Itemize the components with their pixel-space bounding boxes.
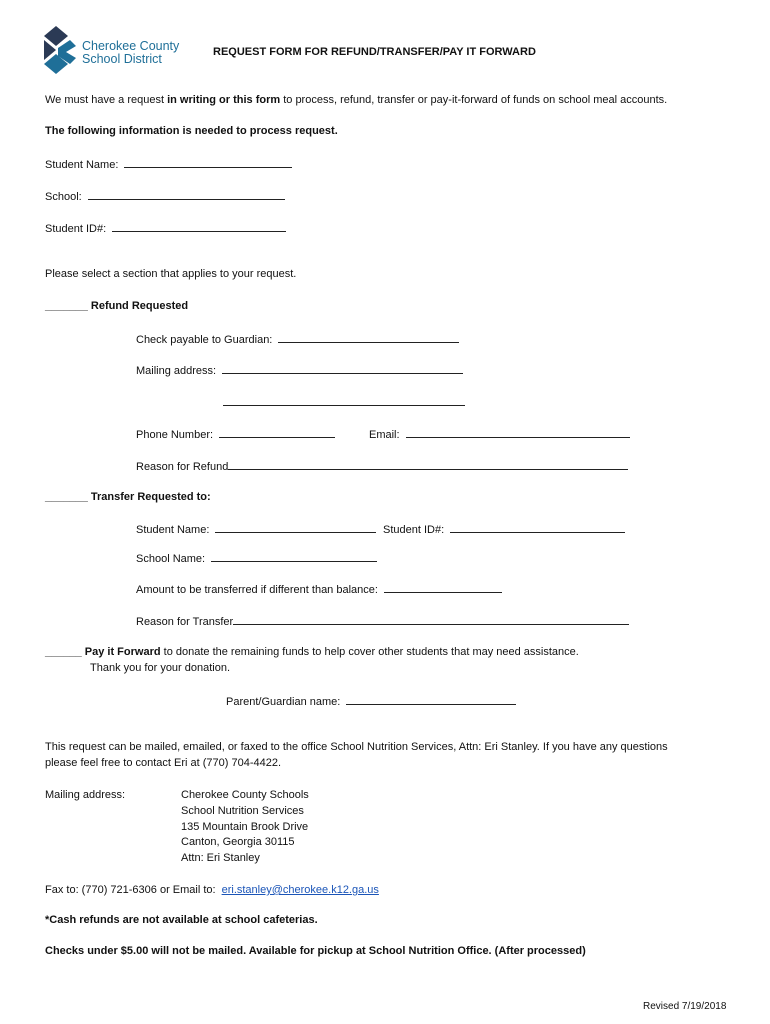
transfer-amount-label: Amount to be transferred if different than balance: <box>136 584 378 596</box>
refund-reason-row <box>136 458 628 474</box>
address-line: School Nutrition Services <box>181 804 304 817</box>
guardian-name-label: Parent/Guardian name: <box>226 696 341 708</box>
check-payable-field[interactable] <box>278 331 459 343</box>
fax-email-row <box>45 883 379 897</box>
student-id-label: Student ID#: <box>45 223 107 235</box>
school-label: School: <box>45 191 82 203</box>
logo-line-1: Cherokee County <box>82 39 180 53</box>
form-title: REQUEST FORM FOR REFUND/TRANSFER/PAY IT FORWARD <box>213 46 536 58</box>
transfer-student-name-row <box>136 521 376 537</box>
refund-mailing-field[interactable] <box>222 362 463 374</box>
fax-text: Fax to: (770) 721-6306 or Email to: <box>45 884 216 896</box>
revised-date: Revised 7/19/2018 <box>643 1001 727 1012</box>
student-name-row <box>45 156 292 172</box>
cash-refund-note: *Cash refunds are not available at school cafeterias. <box>45 914 318 926</box>
refund-heading-row <box>45 299 188 313</box>
select-section-text: Please select a section that applies to your request. <box>45 268 297 280</box>
transfer-school-name-row <box>136 550 377 566</box>
intro-text <box>45 93 667 107</box>
mailing-address-label: Mailing address: <box>45 789 126 801</box>
email-field[interactable] <box>406 426 630 438</box>
transfer-checkbox-blank[interactable]: _______ <box>45 491 88 503</box>
transfer-reason-label: Reason for Transfer <box>136 616 234 628</box>
refund-checkbox-blank[interactable]: _______ <box>45 300 88 312</box>
refund-mailing-label: Mailing address: <box>136 365 217 377</box>
check-payable-row <box>136 331 459 347</box>
refund-reason-field[interactable] <box>228 458 628 470</box>
mailing-address-block <box>181 788 309 867</box>
transfer-amount-row <box>136 581 502 597</box>
phone-label: Phone Number: <box>136 429 214 441</box>
address-line: Canton, Georgia 30115 <box>181 836 295 849</box>
transfer-school-name-field[interactable] <box>211 550 377 562</box>
student-id-field[interactable] <box>112 220 286 232</box>
transfer-student-name-field[interactable] <box>215 521 376 533</box>
school-field[interactable] <box>88 188 285 200</box>
pay-forward-thanks: Thank you for your donation. <box>90 662 231 674</box>
district-logo-icon <box>44 26 78 76</box>
check-payable-label: Check payable to Guardian: <box>136 334 273 346</box>
district-logo <box>44 26 184 78</box>
transfer-reason-field[interactable] <box>233 613 629 625</box>
pay-forward-row <box>45 645 579 659</box>
transfer-heading: Transfer Requested to: <box>90 491 211 503</box>
contact-paragraph-line-2: please feel free to contact Eri at (770) 704-4422. <box>45 757 282 769</box>
email-label: Email: <box>369 429 400 441</box>
student-name-field[interactable] <box>124 156 292 168</box>
checks-note: Checks under $5.00 will not be mailed. Available for pickup at School Nutrition Office. (After processed) <box>45 945 586 957</box>
refund-mailing-field-2[interactable] <box>223 394 465 406</box>
pay-forward-text: to donate the remaining funds to help cover other students that may need assistance. <box>160 646 579 658</box>
transfer-student-id-label: Student ID#: <box>383 524 445 536</box>
transfer-student-name-label: Student Name: <box>136 524 210 536</box>
email-link[interactable]: eri.stanley@cherokee.k12.ga.us <box>221 884 379 896</box>
contact-paragraph-line-1: This request can be mailed, emailed, or faxed to the office School Nutrition Services, Attn: Eri Stanley. If you have any questions <box>45 741 668 753</box>
pay-forward-checkbox-blank[interactable]: ______ <box>45 646 82 658</box>
transfer-heading-row <box>45 490 211 504</box>
refund-mailing-line-2 <box>223 394 465 410</box>
pay-forward-heading: Pay it Forward <box>84 646 161 658</box>
intro-bold: in writing or this form <box>167 94 281 106</box>
guardian-name-row <box>226 693 516 709</box>
refund-reason-label: Reason for Refund <box>136 461 229 473</box>
refund-mailing-row <box>136 362 463 378</box>
intro-post: to process, refund, transfer or pay-it-forward of funds on school meal accounts. <box>280 94 668 106</box>
address-line: 135 Mountain Brook Drive <box>181 820 309 833</box>
transfer-amount-field[interactable] <box>384 581 502 593</box>
logo-line-2: School District <box>82 52 162 66</box>
refund-heading: Refund Requested <box>90 300 189 312</box>
phone-field[interactable] <box>219 426 335 438</box>
address-line: Cherokee County Schools <box>181 789 309 801</box>
student-name-label: Student Name: <box>45 159 119 171</box>
phone-row <box>136 426 335 442</box>
address-line: Attn: Eri Stanley <box>181 852 260 865</box>
transfer-school-name-label: School Name: <box>136 553 206 565</box>
guardian-name-field[interactable] <box>346 693 516 705</box>
transfer-student-id-row <box>383 521 625 537</box>
student-id-row <box>45 220 286 236</box>
email-row <box>369 426 630 442</box>
district-logo-text <box>82 40 179 66</box>
school-row <box>45 188 285 204</box>
info-needed: The following information is needed to process request. <box>45 125 338 137</box>
transfer-reason-row <box>136 613 629 629</box>
transfer-student-id-field[interactable] <box>450 521 625 533</box>
intro-pre: We must have a request <box>45 94 168 106</box>
